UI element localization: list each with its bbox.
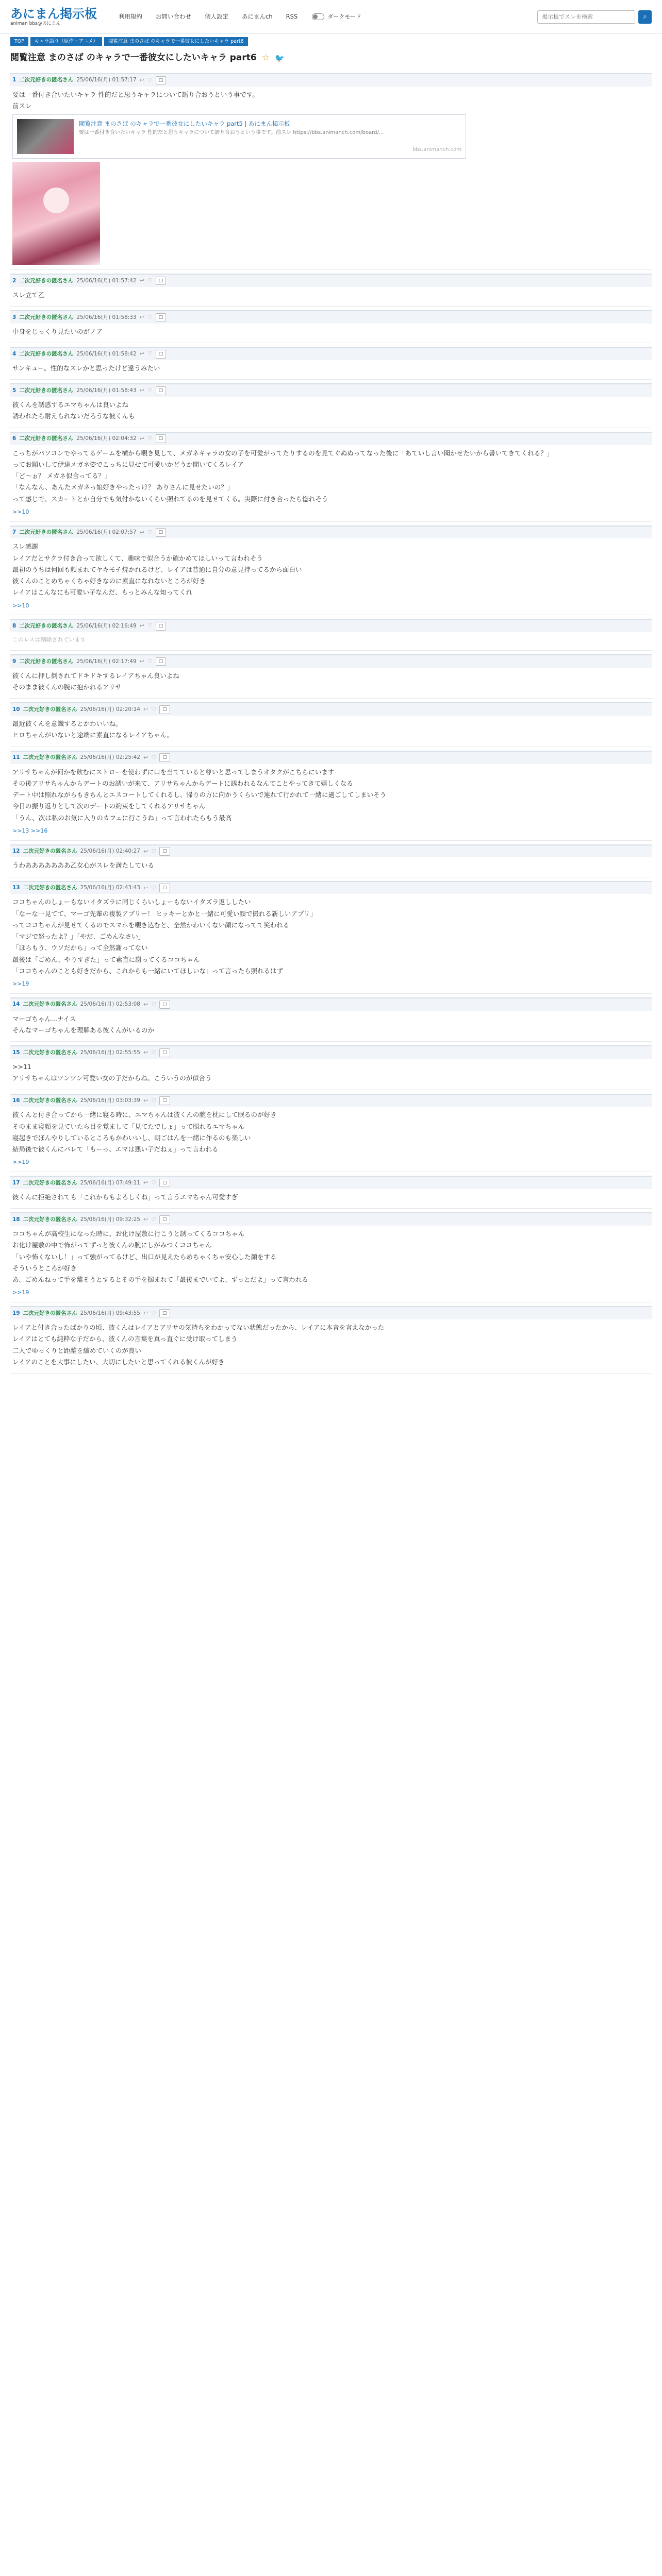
report-button[interactable]: ▢ xyxy=(156,313,167,322)
reply-links[interactable]: >>10 xyxy=(12,602,29,609)
post-header xyxy=(10,1045,652,1059)
reply-icon[interactable]: ↩ xyxy=(139,277,144,284)
poster-name: 二次元好きの匿名さん xyxy=(23,1049,77,1056)
reply-links[interactable]: >>19 xyxy=(12,1289,29,1296)
post-line: 「いや怖くないし！」って強がってるけど、出口が見えたらめちゃくちゃ安心した顔をする xyxy=(12,1252,277,1261)
post-line: 二人でゆっくりと距離を縮めていくのが良い xyxy=(12,1346,141,1354)
post-line: マーゴちゃん...ナイス xyxy=(12,1014,76,1023)
post-header xyxy=(10,751,652,764)
post-body xyxy=(10,445,652,517)
breadcrumb-top[interactable]: TOP xyxy=(10,37,28,46)
post xyxy=(10,1209,652,1302)
like-icon[interactable]: ♡ xyxy=(151,848,157,855)
reply-icon[interactable]: ↩ xyxy=(143,1001,148,1008)
like-icon[interactable]: ♡ xyxy=(147,529,153,536)
post-date: 25/06/16(月) 01:58:42 xyxy=(76,350,137,357)
link-card[interactable] xyxy=(12,114,466,159)
post-line: アリサちゃんが何かを飲むにストローを使わずに口を当てていると尊いと思ってしまうオタクがこちらにいます xyxy=(12,768,335,776)
report-button[interactable]: ▢ xyxy=(159,1179,170,1188)
site-header xyxy=(0,0,662,34)
post-image[interactable] xyxy=(12,162,100,265)
post-line: うわあああああああ乙女心がスレを満たしている xyxy=(12,861,155,870)
post-header xyxy=(10,881,652,894)
poster-name: 二次元好きの匿名さん xyxy=(19,658,74,665)
post-line: 前スレ xyxy=(12,101,32,110)
post-line: スレ立て乙 xyxy=(12,291,45,299)
post-date: 25/06/16(月) 09:32:25 xyxy=(80,1216,140,1223)
poster-name: 二次元好きの匿名さん xyxy=(19,350,74,357)
post-line: 「なんなん、あんたメガネっ娘好きやったっけ？ ありさんに見せたいの？」 xyxy=(12,483,234,492)
post-line: 彼くんと付き合ってから一緒に寝る時に、エマちゃんは彼くんの腕を枕にして眠るのが好き xyxy=(12,1111,277,1119)
like-icon[interactable]: ♡ xyxy=(147,622,153,630)
reply-icon[interactable]: ↩ xyxy=(143,1179,148,1187)
post-number[interactable]: 8 xyxy=(12,622,16,629)
post xyxy=(10,307,652,343)
poster-name: 二次元好きの匿名さん xyxy=(23,754,77,761)
post-number[interactable]: 4 xyxy=(12,350,16,357)
post-number[interactable]: 6 xyxy=(12,435,16,442)
post-line: ヒロちゃんがいないと途端に素直になるレイアちゃん。 xyxy=(12,731,174,739)
post-number[interactable]: 9 xyxy=(12,658,16,665)
post-body xyxy=(10,668,652,693)
reply-links[interactable]: >>13 >>16 xyxy=(12,827,48,834)
post-line: ってお願いして伊達メガネ姿でこっちに見せて可愛いかどうか聞いてくるレイア xyxy=(12,460,244,468)
like-icon[interactable]: ♡ xyxy=(147,277,153,284)
post-line: 最初のうちは何回も頼まれてヤキモチ焼かれるけど、レイアは普通に自分の意見持ってるから面白い xyxy=(12,565,302,573)
post-body xyxy=(10,632,652,645)
post-line: サンキュー。性的なスレかと思ったけど違うみたい xyxy=(12,364,160,372)
post-header xyxy=(10,654,652,668)
post-header xyxy=(10,844,652,858)
post-line: お化け屋敷の中で怖がってずっと彼くんの腕にしがみつくココちゃん xyxy=(12,1241,212,1249)
post-body xyxy=(10,324,652,337)
post-line: 寝起きでぼんやりしているところもかわいいし、朝ごはんを一緒に作るのも楽しい xyxy=(12,1133,251,1142)
post-number[interactable]: 14 xyxy=(12,1001,20,1008)
like-icon[interactable]: ♡ xyxy=(151,1001,157,1008)
reply-icon[interactable]: ↩ xyxy=(139,76,144,83)
post xyxy=(10,70,652,270)
post-date: 25/06/16(月) 02:20:14 xyxy=(80,706,140,713)
report-button[interactable]: ▢ xyxy=(159,753,170,762)
post-header xyxy=(10,347,652,360)
post-line: そのまま寝顔を見ていたら目を覚まして「見てたでしょ」って照れるエマちゃん xyxy=(12,1122,245,1130)
post-number[interactable]: 3 xyxy=(12,314,16,320)
nav-settings[interactable]: 個人設定 xyxy=(205,13,228,21)
reply-icon[interactable]: ↩ xyxy=(143,754,148,761)
thread-main xyxy=(0,51,662,1374)
reply-icon[interactable]: ↩ xyxy=(139,529,144,536)
post-body xyxy=(10,1011,652,1036)
top-nav xyxy=(119,12,297,22)
reply-icon[interactable]: ↩ xyxy=(139,387,144,394)
post xyxy=(10,615,652,651)
post-line: 「ど〜ぉ？ メガネ似合ってる？」 xyxy=(12,472,111,480)
like-icon[interactable]: ♡ xyxy=(147,350,153,358)
nav-rss[interactable]: RSS xyxy=(286,13,298,21)
post-header xyxy=(10,619,652,632)
post xyxy=(10,877,652,994)
report-button[interactable]: ▢ xyxy=(156,386,167,395)
post-number[interactable]: 2 xyxy=(12,277,16,284)
post-body xyxy=(10,1107,652,1167)
link-title[interactable]: 閲覧注意 まのさば のキャラで一番彼女にしたいキャラ part5 | あにまん掲示板 xyxy=(79,120,290,128)
post-header xyxy=(10,1212,652,1226)
report-button[interactable]: ▢ xyxy=(156,622,167,631)
post-line: 「ココちゃんのことも好きだから、これからも一緒にいてほしいな」って言ったら照れるはず xyxy=(12,967,284,975)
post xyxy=(10,428,652,522)
post-line: ココちゃんのしょーもないイタズラに同じくらいしょーもないイタズラ返ししたい xyxy=(12,898,251,906)
poster-name: 二次元好きの匿名さん xyxy=(19,77,74,83)
like-icon[interactable]: ♡ xyxy=(151,754,157,761)
post-number[interactable]: 10 xyxy=(12,706,20,713)
report-button[interactable]: ▢ xyxy=(159,1215,170,1224)
post xyxy=(10,1172,652,1209)
post-line: レイアだとサクラ付き合って欲しくて、趣味で似合うか確かめてほしいって言われそう xyxy=(12,554,263,562)
post-line: そんなマーゴちゃんを理解ある彼くんがいるのか xyxy=(12,1026,155,1035)
poster-name: 二次元好きの匿名さん xyxy=(19,529,74,535)
post-date: 25/06/16(月) 02:53:08 xyxy=(80,1001,140,1008)
search-input[interactable] xyxy=(537,10,635,24)
reply-icon[interactable]: ↩ xyxy=(139,314,144,321)
post-body xyxy=(10,1189,652,1202)
like-icon[interactable]: ♡ xyxy=(151,1216,157,1223)
breadcrumb xyxy=(0,34,662,46)
post-number[interactable]: 7 xyxy=(12,529,16,535)
post xyxy=(10,1090,652,1173)
post-header xyxy=(10,526,652,539)
poster-name: 二次元好きの匿名さん xyxy=(23,848,77,854)
post-body xyxy=(10,1319,652,1367)
search-box xyxy=(537,10,652,24)
poster-name: 二次元好きの匿名さん xyxy=(23,1179,77,1186)
like-icon[interactable]: ♡ xyxy=(151,1097,157,1104)
post-line: アリサちゃんはツンツン可愛い女の子だからね。こういうのが似合う xyxy=(12,1074,212,1082)
reply-icon[interactable]: ↩ xyxy=(139,622,144,630)
reply-icon[interactable]: ↩ xyxy=(139,435,144,442)
post-line: 「マジで怒ったよ？」「やだ、ごめんなさい」 xyxy=(12,933,145,941)
post-body xyxy=(10,360,652,374)
like-icon[interactable]: ♡ xyxy=(147,435,153,442)
post-date: 25/06/16(月) 02:04:32 xyxy=(76,435,137,442)
like-icon[interactable]: ♡ xyxy=(151,706,157,713)
report-button[interactable]: ▢ xyxy=(159,1001,170,1009)
post xyxy=(10,747,652,841)
post-number[interactable]: 17 xyxy=(12,1179,20,1186)
post xyxy=(10,522,652,616)
report-button[interactable]: ▢ xyxy=(156,277,167,285)
post-date: 25/06/16(月) 07:49:11 xyxy=(80,1179,140,1186)
post-date: 25/06/16(月) 02:55:55 xyxy=(80,1049,140,1056)
report-button[interactable]: ▢ xyxy=(159,847,170,856)
report-button[interactable]: ▢ xyxy=(156,434,167,443)
post xyxy=(10,699,652,747)
post-date: 25/06/16(月) 02:16:49 xyxy=(76,622,137,629)
post-number[interactable]: 15 xyxy=(12,1049,20,1056)
post-line: 今日の振り返りとして次のデートの約束をしてくれるアリサちゃん xyxy=(12,802,206,810)
deleted-notice: このレスは削除されています xyxy=(12,636,86,643)
post-header xyxy=(10,432,652,445)
post-number[interactable]: 18 xyxy=(12,1216,20,1223)
post-date: 25/06/16(月) 09:43:55 xyxy=(80,1310,140,1316)
reply-icon[interactable]: ↩ xyxy=(143,884,148,891)
reply-icon[interactable]: ↩ xyxy=(143,1049,148,1056)
post-line: >>11 xyxy=(12,1063,31,1071)
post-list xyxy=(10,70,652,1374)
post-line: そういうところが好き xyxy=(12,1264,77,1272)
post xyxy=(10,841,652,877)
post-line: スレ感謝 xyxy=(12,543,39,551)
post-line: 要は一番付き合いたいキャラ 性的だと思うキャラについて語り合おうという事です。 xyxy=(12,90,259,98)
nav-animanch[interactable]: あにまんch xyxy=(242,13,273,21)
report-button[interactable]: ▢ xyxy=(159,705,170,714)
post-date: 25/06/16(月) 02:17:49 xyxy=(76,658,137,665)
post-line: レイアと付き合ったばかりの頃、彼くんはレイアとアリサの気持ちをわかってない状態だったから、レイアに本音を言えなかった xyxy=(12,1324,385,1332)
reply-icon[interactable]: ↩ xyxy=(139,350,144,358)
post-body xyxy=(10,894,652,989)
post-body xyxy=(10,1059,652,1084)
poster-name: 二次元好きの匿名さん xyxy=(19,387,74,394)
post-line: 誘われたら耐えられないだろうな彼くんも xyxy=(12,412,135,420)
post-line: 最近彼くんを意識するとかわいいね。 xyxy=(12,720,122,728)
post-line: って感じで、スカートとか自分でも気付かないくらい照れてるのを見せてくる。実際に付き合ったら惚れそう xyxy=(12,495,328,503)
report-button[interactable]: ▢ xyxy=(156,76,167,85)
post-body xyxy=(10,716,652,741)
reply-links[interactable]: >>19 xyxy=(12,1159,29,1166)
post-header xyxy=(10,310,652,324)
report-button[interactable]: ▢ xyxy=(159,1048,170,1057)
post-line: レイアのことを大事にしたい、大切にしたいと思ってくれる彼くんが好き xyxy=(12,1358,225,1366)
like-icon[interactable]: ♡ xyxy=(147,314,153,321)
post-body xyxy=(10,87,652,265)
post-line: 彼くんに押し倒されてドキドキするレイアちゃん良いよね xyxy=(12,671,179,680)
post-body xyxy=(10,287,652,300)
post-body xyxy=(10,538,652,610)
nav-contact[interactable]: お問い合わせ xyxy=(156,13,191,21)
post-line: レイアはとても純粋な子だから、彼くんの言葉を真っ直ぐに受け取ってしまう xyxy=(12,1335,238,1343)
post xyxy=(10,1042,652,1090)
poster-name: 二次元好きの匿名さん xyxy=(19,622,74,629)
like-icon[interactable]: ♡ xyxy=(151,1179,157,1187)
reply-icon[interactable]: ↩ xyxy=(143,848,148,855)
post-date: 25/06/16(月) 01:58:43 xyxy=(76,387,137,394)
poster-name: 二次元好きの匿名さん xyxy=(23,1310,77,1316)
post-date: 25/06/16(月) 02:25:42 xyxy=(80,754,140,761)
post-number[interactable]: 5 xyxy=(12,387,16,394)
reply-icon[interactable]: ↩ xyxy=(143,706,148,713)
post-line: 中身をじっくり見たいのがノア xyxy=(12,328,103,336)
post-header xyxy=(10,1094,652,1107)
post-number[interactable]: 16 xyxy=(12,1097,20,1104)
reply-icon[interactable]: ↩ xyxy=(143,1216,148,1223)
link-desc: 要は一番付き合いたいキャラ 性的だと思うキャラについて語り合おうという事です。前スレ https://bbs.animanch.com/board/... xyxy=(79,129,384,135)
twitter-share-icon[interactable]: 🐦 xyxy=(274,53,285,63)
post-header xyxy=(10,997,652,1011)
post-line: ココちゃんが高校生になった時に、お化け屋敷に行こうと誘ってくるココちゃん xyxy=(12,1230,245,1238)
post-line: デート中は照れながらもきちんとエスコートしてくれるし、帰りの方に向かうくらいで連れて行かれて一緒に過ごしてしまいそう xyxy=(12,791,387,799)
post-line: レイアはこんなにも可愛い子なんだ、もっとみんな知ってくれ xyxy=(12,588,193,597)
dark-mode-toggle[interactable]: ダークモード xyxy=(312,12,361,22)
post-line: 「ほらもう、ウソだから」って全然謝ってない xyxy=(12,944,148,952)
post-number[interactable]: 13 xyxy=(12,885,20,891)
like-icon[interactable]: ♡ xyxy=(151,1049,157,1056)
site-logo[interactable]: あにまん掲示板 animan bbs@あにまん xyxy=(10,6,97,26)
reply-links[interactable]: >>19 xyxy=(12,980,29,988)
nav-terms[interactable]: 利用規約 xyxy=(119,13,142,21)
post-date: 25/06/16(月) 02:07:57 xyxy=(76,529,137,535)
post-date: 25/06/16(月) 02:40:27 xyxy=(80,848,140,854)
post-line: その後アリサちゃんからデートのお誘いが来て、アリサちゃんからデートに誘われるなんてことやってきて嬉しくなる xyxy=(12,779,353,787)
post-line: そのまま彼くんの腕に抱かれるアリサ xyxy=(12,683,122,691)
post-header xyxy=(10,73,652,87)
like-icon[interactable]: ♡ xyxy=(147,387,153,394)
post-date: 25/06/16(月) 02:43:43 xyxy=(80,885,140,891)
post-body xyxy=(10,1226,652,1297)
post-line: こっちがパソコンでやってるゲームを横から覗き見して、メガネキャラの女の子を可愛がってたりするのを見てぐぬぬってなった後に「あていし言い聞かせたいから書いてきてくれる？」 xyxy=(12,449,554,457)
poster-name: 二次元好きの匿名さん xyxy=(23,706,77,713)
report-button[interactable]: ▢ xyxy=(159,1309,170,1318)
reply-icon[interactable]: ↩ xyxy=(139,658,144,665)
post-line: 彼くんのことめちゃくちゃ好きなのに素直になれないところが好き xyxy=(12,577,206,585)
report-button[interactable]: ▢ xyxy=(156,350,167,359)
post xyxy=(10,343,652,380)
post-date: 25/06/16(月) 03:03:39 xyxy=(80,1097,140,1104)
reply-icon[interactable]: ↩ xyxy=(143,1097,148,1104)
poster-name: 二次元好きの匿名さん xyxy=(23,885,77,891)
report-button[interactable]: ▢ xyxy=(156,528,167,537)
post-line: 彼くんを誘惑するエマちゃんは良いよね xyxy=(12,401,129,409)
toggle-switch-icon[interactable] xyxy=(312,13,324,20)
post-header xyxy=(10,274,652,287)
like-icon[interactable]: ♡ xyxy=(147,658,153,665)
poster-name: 二次元好きの匿名さん xyxy=(19,277,74,284)
poster-name: 二次元好きの匿名さん xyxy=(19,314,74,320)
post xyxy=(10,1302,652,1374)
like-icon[interactable]: ♡ xyxy=(151,884,157,891)
post-body xyxy=(10,764,652,836)
post-line: 彼くんに拒絶されても「これからもよろしくね」って言うエマちゃん可愛すぎ xyxy=(12,1193,238,1201)
post-number[interactable]: 12 xyxy=(12,848,20,854)
post xyxy=(10,651,652,699)
like-icon[interactable]: ♡ xyxy=(147,76,153,83)
post-line: 「うん、次は私のお気に入りのカフェに行こうね」って言われたらもう最高 xyxy=(12,814,232,822)
link-thumbnail xyxy=(17,119,74,154)
search-icon[interactable]: ⌕ xyxy=(638,10,652,24)
post-line: ってココちゃんが見せてくるのでスマホを覗き込むと、全然かわいくない顔になってて笑われる xyxy=(12,921,290,929)
post-line: あ、ごめんねって手を離そうとするとその手を掴まれて「最後までいてよ、ずっとだよ」って言われる xyxy=(12,1276,308,1284)
link-url: bbs.animanch.com xyxy=(412,147,461,153)
post xyxy=(10,380,652,428)
like-icon[interactable]: ♡ xyxy=(151,1310,157,1317)
breadcrumb-category[interactable]: キャラ語り（原作・アニメ） xyxy=(30,37,102,46)
poster-name: 二次元好きの匿名さん xyxy=(23,1097,77,1104)
post-date: 25/06/16(月) 01:57:42 xyxy=(76,277,137,284)
post-date: 25/06/16(月) 01:58:33 xyxy=(76,314,137,320)
post xyxy=(10,994,652,1042)
poster-name: 二次元好きの匿名さん xyxy=(19,435,74,442)
post-number[interactable]: 19 xyxy=(12,1310,20,1316)
reply-icon[interactable]: ↩ xyxy=(143,1310,148,1317)
poster-name: 二次元好きの匿名さん xyxy=(23,1216,77,1223)
post-date: 25/06/16(月) 01:57:17 xyxy=(76,77,137,83)
report-button[interactable]: ▢ xyxy=(156,657,167,666)
post-header xyxy=(10,1306,652,1319)
post-line: 結局後で彼くんにバレて「もーっ、エマは悪い子だねぇ」って言われる xyxy=(12,1145,219,1154)
post-number[interactable]: 11 xyxy=(12,754,20,761)
report-button[interactable]: ▢ xyxy=(159,1096,170,1105)
poster-name: 二次元好きの匿名さん xyxy=(23,1001,77,1008)
post-header xyxy=(10,383,652,397)
post-number[interactable]: 1 xyxy=(12,77,16,83)
post-header xyxy=(10,1176,652,1189)
post-body xyxy=(10,857,652,871)
post-line: 最後は「ごめん、やりすぎた」って素直に謝ってくるココちゃん xyxy=(12,955,200,963)
post-line: 「なーな一見てて、マーゴ先輩の複製アプリー！ ヒッキーとかと一緒に可愛い顔で撮れる新しいアプリ」 xyxy=(12,909,317,918)
post xyxy=(10,270,652,307)
breadcrumb-thread[interactable]: 閲覧注意 まのさば のキャラで一番彼女にしたいキャラ part6 xyxy=(104,37,248,46)
post-body xyxy=(10,397,652,422)
report-button[interactable]: ▢ xyxy=(159,884,170,892)
thread-title: 閲覧注意 まのさば のキャラで一番彼女にしたいキャラ part6 ☆ 🐦 xyxy=(10,51,652,65)
post-header xyxy=(10,702,652,716)
reply-links[interactable]: >>10 xyxy=(12,508,29,515)
favorite-star-icon[interactable]: ☆ xyxy=(261,53,270,63)
